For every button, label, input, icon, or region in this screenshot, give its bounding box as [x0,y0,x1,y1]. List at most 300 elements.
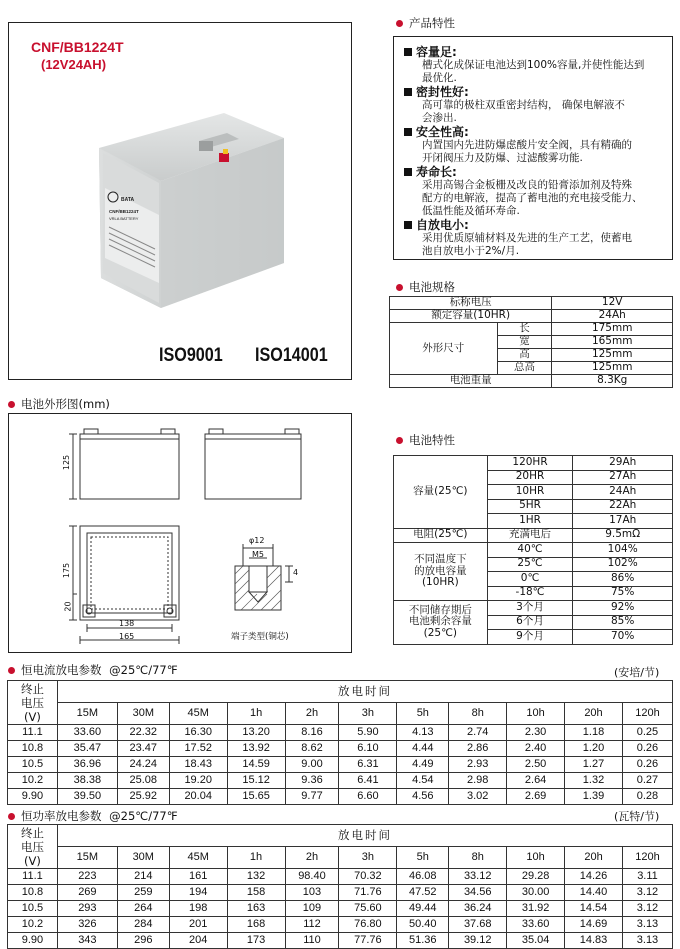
table-cell: 326 [57,917,117,933]
voltage-header-line: (V) [24,709,41,724]
table-cell: 16.30 [169,725,227,741]
spec-label: 标称电压 [390,297,552,310]
table-cell: 0.27 [622,773,672,789]
table-cell: 3.11 [622,869,672,885]
power-cond: @25℃/77℉ [109,809,178,823]
feature-description: 采用高锡合金板栅及改良的铅膏添加剂及特殊 [422,179,632,191]
feature-description: 采用优质原辅材料及先进的生产工艺，使蓄电 [422,232,632,244]
power-heading [8,808,178,824]
table-cell: 1.39 [565,789,623,805]
spec-sublabel: 长 [497,323,552,336]
table-cell: 38.38 [57,773,117,789]
voltage-cell: 10.5 [8,757,58,773]
table-cell: 71.76 [339,885,397,901]
prop-value: 104% [573,543,673,558]
table-row [8,725,673,741]
table-cell: 36.24 [449,901,507,917]
spec-value: 125mm [552,362,673,375]
table-row [390,323,673,336]
prop-label [394,543,488,601]
table-cell: 0.26 [622,741,672,757]
prop-condition: 25℃ [487,557,573,572]
table-row [8,917,673,933]
dim-125: 125 [62,454,72,471]
feature-title [404,165,664,179]
props-heading [396,432,455,448]
column-header: 10h [507,703,565,725]
outline-box [8,413,352,653]
table-cell: 2.74 [449,725,507,741]
table-cell: 9.77 [285,789,339,805]
table-cell: 15.65 [227,789,285,805]
table-cell: 1.18 [565,725,623,741]
bullet-icon [8,667,15,674]
table-cell: 3.12 [622,885,672,901]
table-cell: 198 [169,901,227,917]
column-header: 15M [57,847,117,869]
column-header: 120h [622,847,672,869]
column-header: 20h [565,847,623,869]
power-table [7,824,673,949]
prop-condition: 40℃ [487,543,573,558]
spec-value: 175mm [552,323,673,336]
square-bullet-icon [404,128,412,136]
table-cell: 14.83 [565,933,623,949]
table-cell: 9.36 [285,773,339,789]
table-cell: 6.10 [339,741,397,757]
square-bullet-icon [404,48,412,56]
spec-title: 电池规格 [409,280,455,294]
time-header: 放电时间 [57,825,672,847]
prop-value: 102% [573,557,673,572]
table-cell: 14.59 [227,757,285,773]
model-spec: (12V24AH) [41,57,107,72]
feature-name: 安全性高: [416,125,469,139]
table-row [394,601,673,616]
table-cell: 15.12 [227,773,285,789]
square-bullet-icon [404,221,412,229]
feature-description: 最优化. [422,72,457,84]
table-row [8,773,673,789]
table-cell: 77.76 [339,933,397,949]
spec-sublabel: 高 [497,349,552,362]
column-header: 8h [449,847,507,869]
prop-condition: 10HR [487,485,573,500]
table-header-row [8,847,673,869]
table-cell: 39.12 [449,933,507,949]
voltage-cell: 10.2 [8,917,58,933]
column-header: 3h [339,703,397,725]
table-row [8,741,673,757]
table-row [8,789,673,805]
table-cell: 4.13 [397,725,449,741]
time-header: 放电时间 [57,681,672,703]
table-cell: 1.27 [565,757,623,773]
table-row [394,528,673,543]
battery-photo [79,93,299,323]
outline-drawing [9,414,353,654]
column-header: 45M [169,703,227,725]
bullet-icon [396,284,403,291]
spec-value: 125mm [552,349,673,362]
voltage-header [8,681,58,725]
table-cell: 158 [227,885,285,901]
table-row [390,375,673,388]
outline-title: 电池外形图(mm) [21,397,110,411]
table-cell: 20.04 [169,789,227,805]
table-cell: 284 [117,917,169,933]
prop-value: 92% [573,601,673,616]
prop-label-line: 不同储存期后 [408,603,472,616]
feature-title [404,45,664,59]
table-cell: 1.20 [565,741,623,757]
table-cell: 8.16 [285,725,339,741]
table-cell: 13.20 [227,725,285,741]
table-cell: 39.50 [57,789,117,805]
table-cell: 47.52 [397,885,449,901]
features-heading [396,15,455,31]
power-unit: (瓦特/节) [614,810,660,823]
table-cell: 163 [227,901,285,917]
table-cell: 293 [57,901,117,917]
table-row [390,310,673,323]
table-cell: 14.69 [565,917,623,933]
prop-value: 29Ah [573,456,673,471]
table-cell: 30.00 [507,885,565,901]
table-cell: 49.44 [397,901,449,917]
prop-label-line: (25℃) [423,627,457,640]
table-header-row [8,703,673,725]
voltage-cell: 9.90 [8,933,58,949]
table-cell: 0.25 [622,725,672,741]
feature-name: 寿命长: [416,165,457,179]
prop-condition: 9个月 [487,630,573,645]
spec-value: 24Ah [552,310,673,323]
table-cell: 3.13 [622,917,672,933]
table-cell: 3.12 [622,901,672,917]
square-bullet-icon [404,168,412,176]
prop-label [394,528,488,543]
table-cell: 17.52 [169,741,227,757]
prop-value: 75% [573,586,673,601]
table-cell: 75.60 [339,901,397,917]
cert-iso9001: ISO9001 [159,345,223,366]
prop-label [394,601,488,645]
prop-label-line: (10HR) [421,576,459,589]
voltage-cell: 11.1 [8,869,58,885]
table-cell: 14.40 [565,885,623,901]
spec-table [389,296,673,388]
table-cell: 6.41 [339,773,397,789]
table-cell: 18.43 [169,757,227,773]
spec-label: 电池重量 [390,375,552,388]
outline-heading [8,396,110,412]
voltage-header-line: 电压 [20,839,44,854]
dim-138: 138 [119,619,135,628]
table-cell: 35.04 [507,933,565,949]
dim-4: 4 [293,568,299,577]
table-row [8,933,673,949]
table-header-row [8,825,673,847]
voltage-header-line: 电压 [20,695,44,710]
spec-value: 8.3Kg [552,375,673,388]
feature-description: 内置国内先进防爆虑酸片安全阀，具有精确的 [422,139,632,151]
voltage-header-line: 终止 [20,681,44,696]
table-cell: 35.47 [57,741,117,757]
prop-label-line: 不同温度下 [414,553,467,566]
table-row [394,543,673,558]
table-cell: 50.40 [397,917,449,933]
table-cell: 25.08 [117,773,169,789]
table-cell: 161 [169,869,227,885]
prop-condition: 6个月 [487,615,573,630]
table-cell: 269 [57,885,117,901]
table-cell: 2.64 [507,773,565,789]
feature-name: 容量足: [416,45,457,59]
column-header: 45M [169,847,227,869]
table-cell: 5.90 [339,725,397,741]
spec-sublabel: 总高 [497,362,552,375]
table-cell: 201 [169,917,227,933]
table-row [8,757,673,773]
feature-title [404,85,664,99]
table-cell: 25.92 [117,789,169,805]
spec-value: 12V [552,297,673,310]
table-cell: 70.32 [339,869,397,885]
column-header: 3h [339,847,397,869]
table-cell: 24.24 [117,757,169,773]
prop-value: 70% [573,630,673,645]
table-cell: 33.60 [507,917,565,933]
prop-value: 27Ah [573,470,673,485]
voltage-cell: 10.8 [8,741,58,757]
table-cell: 3.02 [449,789,507,805]
table-cell: 14.54 [565,901,623,917]
table-cell: 343 [57,933,117,949]
table-cell: 223 [57,869,117,885]
current-table [7,680,673,805]
table-cell: 2.69 [507,789,565,805]
table-cell: 2.86 [449,741,507,757]
column-header: 1h [227,703,285,725]
feature-name: 密封性好: [416,85,469,99]
prop-label [394,456,488,529]
table-cell: 6.31 [339,757,397,773]
column-header: 30M [117,847,169,869]
column-header: 10h [507,847,565,869]
column-header: 20h [565,703,623,725]
table-cell: 2.30 [507,725,565,741]
dim-175: 175 [62,562,72,579]
table-cell: 14.26 [565,869,623,885]
prop-value: 17Ah [573,514,673,529]
battery-sub-text: VRLA BATTERY [109,216,139,221]
square-bullet-icon [404,88,412,96]
table-cell: 132 [227,869,285,885]
feature-description: 高可靠的极柱双重密封结构， 确保电解液不 [422,99,625,111]
feature-title [404,125,664,139]
table-cell: 110 [285,933,339,949]
prop-label-line: 电阻(25℃) [413,528,468,541]
prop-label-line: 电池剩余容量 [408,615,472,628]
prop-label-line: 的放电容量 [414,564,467,577]
current-title: 恒电流放电参数 [21,663,102,677]
spec-label: 额定容量(10HR) [390,310,552,323]
column-header: 5h [397,703,449,725]
bullet-icon [396,20,403,27]
spec-label: 外形尺寸 [390,323,498,375]
column-header: 120h [622,703,672,725]
spec-heading [396,279,455,295]
table-cell: 33.12 [449,869,507,885]
table-cell: 29.28 [507,869,565,885]
spec-sublabel: 宽 [497,336,552,349]
bullet-icon [396,437,403,444]
column-header: 30M [117,703,169,725]
table-cell: 2.40 [507,741,565,757]
terminal-caption: 端子类型(铜芯) [231,632,289,642]
feature-description: 池自放电小于2%/月. [422,245,520,257]
table-row [8,869,673,885]
bullet-icon [8,813,15,820]
column-header: 8h [449,703,507,725]
cert-iso14001: ISO14001 [255,345,328,366]
table-cell: 51.36 [397,933,449,949]
voltage-header-line: 终止 [20,825,44,840]
table-cell: 109 [285,901,339,917]
table-cell: 214 [117,869,169,885]
table-cell: 194 [169,885,227,901]
bullet-icon [8,401,15,408]
table-cell: 259 [117,885,169,901]
prop-value: 24Ah [573,485,673,500]
table-cell: 19.20 [169,773,227,789]
table-header-row [8,681,673,703]
voltage-cell: 10.8 [8,885,58,901]
prop-condition: 充满电后 [487,528,573,543]
battery-brand-text: BATA [121,197,135,203]
table-cell: 98.40 [285,869,339,885]
prop-condition: 1HR [487,514,573,529]
prop-condition: 5HR [487,499,573,514]
feature-description: 槽式化成保证电池达到100%容量,并使性能达到 [422,59,645,71]
table-cell: 13.92 [227,741,285,757]
voltage-cell: 11.1 [8,725,58,741]
table-cell: 168 [227,917,285,933]
current-cond: @25℃/77℉ [109,663,178,677]
prop-condition: 120HR [487,456,573,471]
feature-description: 会渗出. [422,112,457,124]
table-cell: 4.44 [397,741,449,757]
prop-label-line: 容量(25℃) [413,484,468,497]
spec-value: 165mm [552,336,673,349]
voltage-header [8,825,58,869]
table-cell: 2.50 [507,757,565,773]
table-cell: 23.47 [117,741,169,757]
battery-model-text: CNF/BB1224T [109,209,139,214]
table-cell: 2.98 [449,773,507,789]
table-cell: 204 [169,933,227,949]
prop-condition: -18℃ [487,586,573,601]
table-cell: 2.93 [449,757,507,773]
dim-20: 20 [63,601,73,612]
table-row [390,297,673,310]
props-title: 电池特性 [409,433,455,447]
voltage-cell: 10.5 [8,901,58,917]
table-cell: 8.62 [285,741,339,757]
voltage-cell: 9.90 [8,789,58,805]
table-cell: 36.96 [57,757,117,773]
feature-title [404,218,664,232]
table-cell: 4.54 [397,773,449,789]
column-header: 2h [285,703,339,725]
model-title: CNF/BB1224T [31,39,124,55]
prop-value: 9.5mΩ [573,528,673,543]
prop-condition: 3个月 [487,601,573,616]
table-row [8,885,673,901]
current-unit: (安培/节) [614,666,660,679]
props-table [393,455,673,645]
voltage-cell: 10.2 [8,773,58,789]
table-cell: 3.13 [622,933,672,949]
feature-name: 自放电小: [416,218,469,232]
table-cell: 6.60 [339,789,397,805]
feature-description: 低温性能及循环寿命. [422,205,520,217]
prop-value: 85% [573,615,673,630]
features-title: 产品特性 [409,16,455,30]
column-header: 2h [285,847,339,869]
dim-phi12: φ12 [249,536,265,545]
table-cell: 34.56 [449,885,507,901]
table-cell: 264 [117,901,169,917]
table-cell: 1.32 [565,773,623,789]
feature-description: 开闭阀压力及防爆、过滤酸雾功能. [422,152,583,164]
column-header: 5h [397,847,449,869]
table-cell: 22.32 [117,725,169,741]
table-row [8,901,673,917]
table-cell: 0.28 [622,789,672,805]
feature-description: 配方的电解液，提高了蓄电池的充电接受能力、 [422,192,643,204]
column-header: 15M [57,703,117,725]
table-cell: 33.60 [57,725,117,741]
table-cell: 31.92 [507,901,565,917]
table-cell: 103 [285,885,339,901]
prop-value: 86% [573,572,673,587]
prop-condition: 0℃ [487,572,573,587]
dim-165: 165 [119,632,135,641]
table-row [394,456,673,471]
table-cell: 4.56 [397,789,449,805]
voltage-header-line: (V) [24,853,41,868]
table-cell: 173 [227,933,285,949]
column-header: 1h [227,847,285,869]
feature-list [404,45,664,258]
table-cell: 37.68 [449,917,507,933]
table-cell: 0.26 [622,757,672,773]
power-title: 恒功率放电参数 [21,809,102,823]
table-cell: 296 [117,933,169,949]
table-cell: 9.00 [285,757,339,773]
table-cell: 4.49 [397,757,449,773]
table-cell: 112 [285,917,339,933]
table-cell: 76.80 [339,917,397,933]
prop-value: 22Ah [573,499,673,514]
prop-condition: 20HR [487,470,573,485]
current-heading [8,662,178,678]
table-cell: 46.08 [397,869,449,885]
product-image-box [8,22,352,380]
features-box [393,36,673,260]
